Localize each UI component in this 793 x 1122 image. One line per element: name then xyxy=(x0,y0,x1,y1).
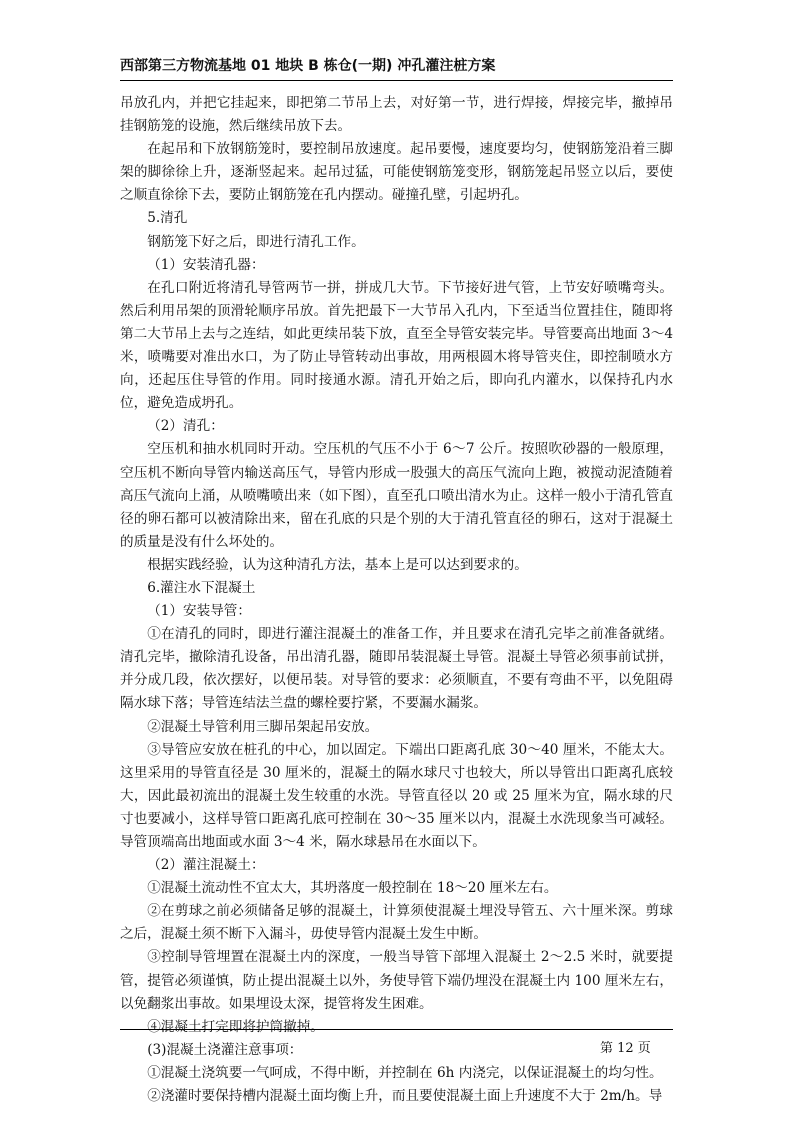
body-paragraph: ①混凝土流动性不宜太大，其坍落度一般控制在 18～20 厘米左右。 xyxy=(147,880,558,897)
body-paragraph: ②浇灌时要保持槽内混凝土面均衡上升，而且要使混凝土面上升速度不大于 2m/h。导 xyxy=(147,1088,663,1105)
header-divider xyxy=(120,80,673,81)
body-paragraph: ①混凝土浇筑要一气呵成，不得中断，并控制在 6h 内浇完，以保证混凝土的均匀性。 xyxy=(147,1064,663,1081)
body-paragraph: ④混凝土打完即将护筒撤掉。 xyxy=(147,1018,324,1035)
body-paragraph: 吊放孔内，并把它挂起来，即把第二节吊上去，对好第一节，进行焊接，焊接完毕，撤掉吊挂钢筋笼的设施，然后继续吊放下去。 xyxy=(120,95,673,135)
body-paragraph: 5.清孔 xyxy=(147,210,188,227)
page-number: 第 12 页 xyxy=(600,1041,651,1056)
body-paragraph: ②在剪球之前必须储备足够的混凝土，计算须使混凝土埋没导管五、六十厘米深。剪球之后，混凝土须不断下入漏斗，毋使导管内混凝土发生中断。 xyxy=(120,903,673,943)
footer-divider xyxy=(120,1029,673,1030)
body-paragraph: 钢筋笼下好之后，即进行清孔工作。 xyxy=(147,233,365,250)
body-paragraph: (3)混凝土浇灌注意事项： xyxy=(147,1041,303,1058)
body-paragraph: 在起吊和下放钢筋笼时，要控制吊放速度。起吊要慢，速度要均匀，使钢筋笼沿着三脚架的脚徐徐上升，逐渐竖起来。起吊过猛，可能使钢筋笼变形，钢筋笼起吊竖立以后，要使之顺直徐徐下去，要防止钢筋笼在孔内摆动。碰撞孔壁，引起坍孔。 xyxy=(120,141,673,204)
body-paragraph: ①在清孔的同时，即进行灌注混凝土的准备工作，并且要求在清孔完毕之前准备就绪。清孔完毕，撤除清孔设备，吊出清孔器，随即吊装混凝土导管。混凝土导管必须事前试拼，并分成几段，依次摆好，以便吊装。对导管的要求：必须顺直，不要有弯曲不平，以免阻碍隔水球下落；导管连结法兰盘的螺栓要拧紧，不要漏水漏浆。 xyxy=(120,626,673,712)
body-paragraph: （1）安装导管： xyxy=(147,603,251,620)
body-paragraph: ③控制导管埋置在混凝土内的深度，一般当导管下部埋入混凝土 2～2.5 米时，就要提管，提管必须谨慎，防止提出混凝土以外，务使导管下端仍埋没在混凝土内 100 厘米左右，以免翻浆出事故。如果埋设太深，提管将发生困难。 xyxy=(120,949,673,1012)
body-paragraph: ②混凝土导管利用三脚吊架起吊安放。 xyxy=(147,718,379,735)
body-paragraph: （2）灌注混凝土： xyxy=(147,857,265,874)
body-paragraph: 6.灌注水下混凝土 xyxy=(147,579,256,596)
body-paragraph: 空压机和抽水机同时开动。空压机的气压不小于 6～7 公斤。按照吹砂器的一般原理，空压机不断向导管内输送高压气，导管内形成一股强大的高压气流向上跑，被搅动泥渣随着高压气流向上涌，从喷嘴喷出来（如下图），直至孔口喷出清水为止。这样一般小于清孔管直径的卵石都可以被清除出来，留在孔底的只是个别的大于清孔管直径的卵石，这对于混凝土的质量是没有什么坏处的。 xyxy=(120,441,673,550)
document-header-title: 西部第三方物流基地 01 地块 B 栋仓(一期) 冲孔灌注桩方案 xyxy=(120,58,496,74)
body-paragraph: ③导管应安放在桩孔的中心，加以固定。下端出口距离孔底 30～40 厘米，不能太大。这里采用的导管直径是 30 厘米的，混凝土的隔水球尺寸也较大，所以导管出口距离孔底较大，因此最初流出的混凝土发生较重的水洗。导管直径以 20 或 25 厘米为宜，隔水球的尺寸也要减小，这样导管口距离孔底可控制在 30～35 厘米以内，混凝土水洗现象当可减轻。导管顶端高出地面或水面 3～4 米，隔水球悬吊在水面以下。 xyxy=(120,741,673,850)
body-paragraph: 在孔口附近将清孔导管两节一拼，拼成几大节。下节接好进气管，上节安好喷嘴弯头。然后利用吊架的顶滑轮顺序吊放。首先把最下一大节吊入孔内，下至适当位置挂住，随即将第二大节吊上去与之连结，如此更续吊装下放，直至全导管安装完毕。导管要高出地面 3～4 米，喷嘴要对准出水口，为了防止导管转动出事故，用两根圆木将导管夹住，即控制喷水方向，还起压住导管的作用。同时接通水源。清孔开始之后，即向孔内灌水，以保持孔内水位，避免造成坍孔。 xyxy=(120,279,673,412)
document-body xyxy=(120,92,673,1108)
body-paragraph: （2）清孔： xyxy=(147,418,224,435)
body-paragraph: 根据实践经验，认为这种清孔方法，基本上是可以达到要求的。 xyxy=(147,556,528,573)
body-paragraph: （1）安装清孔器： xyxy=(147,256,265,273)
